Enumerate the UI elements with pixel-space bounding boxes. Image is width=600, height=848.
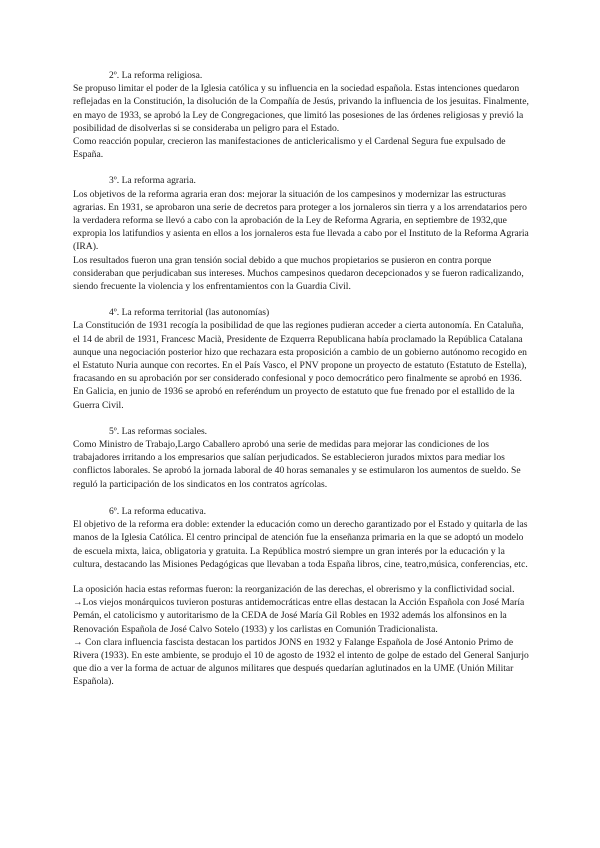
section-heading: 3º. La reforma agraria. [109,175,196,187]
opposition-item: → Con clara influencia fascista destacan los partidos JONS en 1932 y Falange Española de José Antonio Primo de Rivera (1933). En este ambiente, se produjo el 10 de agosto de 1932 el intento de golpe de estado del General Sanjurjo que dio a ver la forma de actuar de algunos militares que después quedarían aglutinados en la UME (Unión Militar Española). [73,636,529,688]
section-social-reforms [73,425,530,491]
paragraph: Los objetivos de la reforma agraria eran dos: mejorar la situación de los campesinos y modernizar las estructuras agrarias. En 1931, se aprobaron una serie de decretos para proteger a los jornaleros sin tierra y a los arrendatarios pero la verdadera reforma se llevó a cabo con la aprobación de la Ley de Reforma Agraria, en septiembre de 1932,que expropia los latifundios y asienta en ellos a los jornaleros esta fue llevada a cabo por el Instituto de la Reforma Agraria (IRA). [73,188,529,253]
section-educational-reform [73,505,530,571]
section-agrarian-reform [73,174,530,293]
opposition-item: →Los viejos monárquicos tuvieron posturas antidemocráticas entre ellas destacan la Acción Española con José María Pemán, el catolicismo y autoritarismo de la CEDA de José María Gil Robles en 1932 además los alfonsinos en la Renovación Española de José Calvo Sotelo (1933) y los carlistas en Comunión Tradicionalista. [73,597,525,635]
section-heading: 2º. La reforma religiosa. [109,70,203,81]
section-heading: 6º. La reforma educativa. [109,505,206,517]
paragraph: Se propuso limitar el poder de la Iglesia católica y su influencia en la sociedad española. Estas intenciones quedaron reflejadas en la Constitución, la disolución de la Compañía de Jesús, privando la influencia de los jesuitas. Finalmente, en mayo de 1933, se aprobó la Ley de Congregaciones, que limitó las posesiones de las órdenes religiosas y previó la posibilidad de disolverlas si se consideraba un peligro para el Estado. [73,83,529,134]
section-heading: 4º. La reforma territorial (las autonomías) [109,307,270,319]
paragraph: Como reacción popular, crecieron las manifestaciones de anticlericalismo y el Cardenal Segura fue expulsado de España. [73,136,506,161]
section-opposition [73,583,530,689]
section-heading: 5º. Las reformas sociales. [109,425,208,437]
section-religious-reform [73,69,530,161]
section-territorial-reform [73,306,530,412]
opposition-intro: La oposición hacia estas reformas fueron: la reorganización de las derechas, el obrerismo y la conflictividad social. [73,583,515,595]
paragraph: La Constitución de 1931 recogía la posibilidad de que las regiones pudieran acceder a cierta autonomía. En Cataluña, el 14 de abril de 1931, Francesc Macià, Presidente de Ezquerra Republicana había proclamado la República Catalana aunque una negociación posterior hizo que rechazara esta proposición a cambio de un gobierno autónomo recogido en el Estatuto Nuria aunque con recortes. En el País Vasco, el PNV propone un proyecto de estatuto (Estatuto de Estella), fracasando en su aprobación por ser considerado confesional y poco democrático pero finalmente se aprobó en 1936. En Galicia, en junio de 1936 se aprobó en referéndum un proyecto de estatuto que fue frenado por el estallido de la Guerra Civil. [73,320,527,411]
paragraph: Los resultados fueron una gran tensión social debido a que muchos propietarios se pusieron en contra porque consideraban que perjudicaban sus intereses. Muchos campesinos quedaron decepcionados y se fueron radicalizando, siendo frecuente la violencia y los enfrentamientos con la Guardia Civil. [73,254,524,293]
paragraph: Como Ministro de Trabajo,Largo Caballero aprobó una serie de medidas para mejorar las condiciones de los trabajadores irritando a los empresarios que salían perjudicados. Se establecieron jurados mixtos para mediar los conflictos laborales. Se aprobó la jornada laboral de 40 horas semanales y se estimularon los aumentos de sueldo. Se reguló la participación de los sindicatos en los contratos agrícolas. [73,439,521,490]
paragraph: El objetivo de la reforma era doble: extender la educación como un derecho garantizado por el Estado y quitarla de las manos de la Iglesia Católica. El centro principal de atención fue la enseñanza primaria en la que se adoptó un modelo de escuela mixta, laica, obligatoria y gratuita. La República mostró siempre un gran interés por la educación y la cultura, destacando las Misiones Pedagógicas que llevaban a toda España libros, cine, teatro,música, conferencias, etc. [73,519,528,570]
